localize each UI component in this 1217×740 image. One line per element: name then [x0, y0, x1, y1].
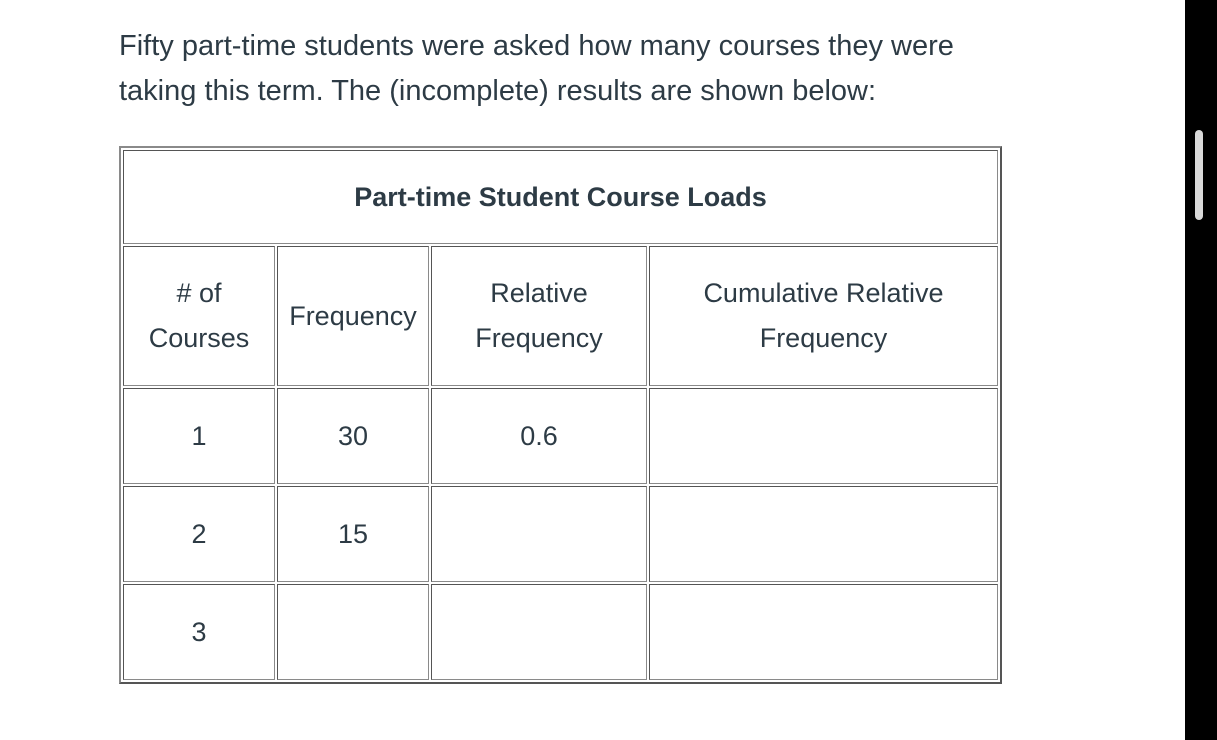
header-frequency [277, 246, 429, 386]
header-courses [123, 246, 275, 386]
header-frequency-label: Frequency [289, 300, 417, 331]
table-row [123, 584, 998, 680]
intro-line-1: Fifty part-time students were asked how many courses they were [119, 30, 954, 62]
course-loads-table [119, 146, 1002, 684]
cell-cumulative-relative-frequency [649, 486, 998, 582]
cell-relative-frequency [431, 486, 647, 582]
cell-cumulative-relative-frequency [649, 388, 998, 484]
cell-cumulative-relative-frequency [649, 584, 998, 680]
table-caption: Part-time Student Course Loads [123, 150, 998, 244]
cell-frequency: 15 [277, 486, 429, 582]
header-courses-line2: Courses [148, 323, 250, 353]
scrollbar-thumb[interactable] [1195, 130, 1203, 220]
cell-frequency [277, 584, 429, 680]
header-relative-line2: Frequency [475, 323, 603, 353]
table-row [123, 388, 998, 484]
caption-row [123, 150, 998, 244]
header-cumulative-line1: Cumulative Relative [703, 278, 944, 308]
header-row [123, 246, 998, 386]
cell-relative-frequency [431, 584, 647, 680]
header-relative-frequency [431, 246, 647, 386]
header-courses-line1: # of [176, 278, 222, 308]
cell-relative-frequency: 0.6 [431, 388, 647, 484]
cell-courses: 3 [123, 584, 275, 680]
scrollbar-track[interactable] [1185, 0, 1217, 740]
cell-courses: 1 [123, 388, 275, 484]
intro-line-2: taking this term. The (incomplete) results are shown below: [119, 75, 877, 107]
header-cumulative-line2: Frequency [759, 323, 888, 353]
intro-text [119, 24, 1099, 114]
cell-frequency: 30 [277, 388, 429, 484]
header-relative-line1: Relative [490, 278, 588, 308]
cell-courses: 2 [123, 486, 275, 582]
header-cumulative-relative-frequency [649, 246, 998, 386]
table-row [123, 486, 998, 582]
